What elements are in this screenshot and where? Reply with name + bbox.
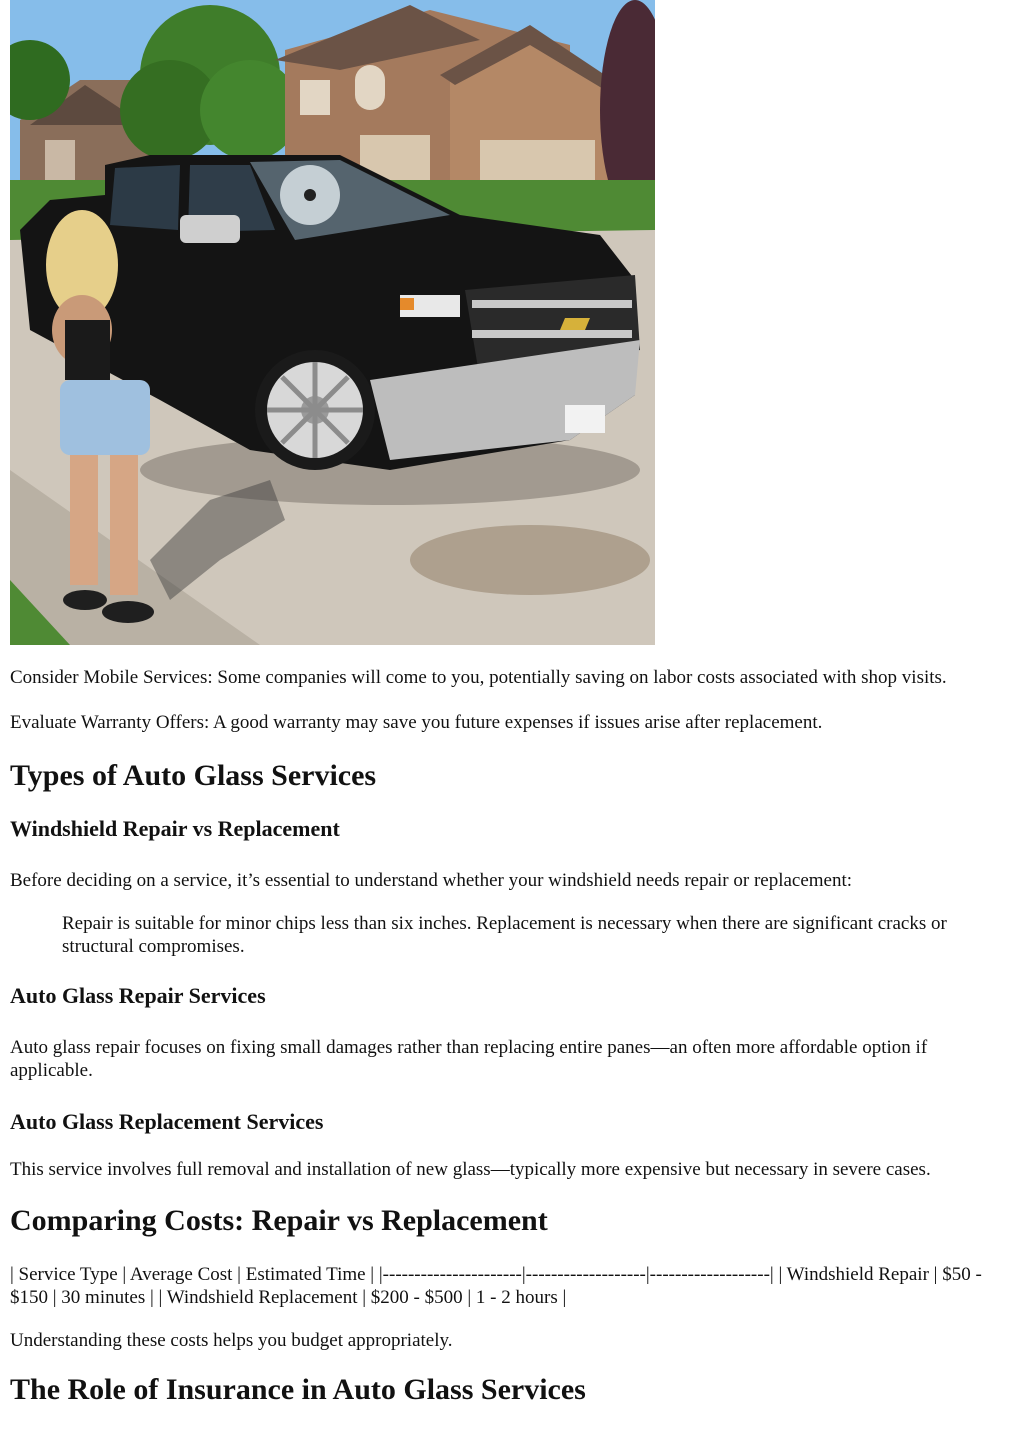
repair-paragraph: Auto glass repair focuses on fixing small damages rather than replacing entire panes—an often more affordable option if applicable. (10, 1037, 928, 1081)
repair-heading: Auto Glass Repair Services (10, 983, 266, 1008)
windshield-quote: Repair is suitable for minor chips less than six inches. Replacement is necessary when there are significant cracks or structural compromises. (62, 913, 947, 957)
hero-image (10, 0, 655, 645)
insurance-heading: The Role of Insurance in Auto Glass Services (10, 1373, 586, 1406)
replacement-heading: Auto Glass Replacement Services (10, 1109, 324, 1134)
compare-footer: Understanding these costs helps you budget appropriately. (10, 1330, 453, 1351)
compare-heading: Comparing Costs: Repair vs Replacement (10, 1204, 548, 1237)
article-content (10, 0, 1010, 1408)
mobile-services-paragraph: Consider Mobile Services: Some companies will come to you, potentially saving on labor costs associated with shop visits. (10, 667, 947, 688)
cost-table-text: | Service Type | Average Cost | Estimated Time | |----------------------|-------------------|-------------------| | Windshield Repair | $50 - $150 | 30 minutes | | Windshield Replacement | $200 - $500 | 1 - 2 hours | (10, 1264, 982, 1308)
windshield-heading: Windshield Repair vs Replacement (10, 816, 340, 841)
truck-photo-icon (10, 0, 655, 645)
types-heading: Types of Auto Glass Services (10, 759, 377, 792)
warranty-paragraph: Evaluate Warranty Offers: A good warranty may save you future expenses if issues arise after replacement. (10, 712, 823, 733)
windshield-intro: Before deciding on a service, it’s essential to understand whether your windshield needs repair or replacement: (10, 870, 853, 891)
replacement-paragraph: This service involves full removal and installation of new glass—typically more expensive but necessary in severe cases. (10, 1159, 931, 1180)
